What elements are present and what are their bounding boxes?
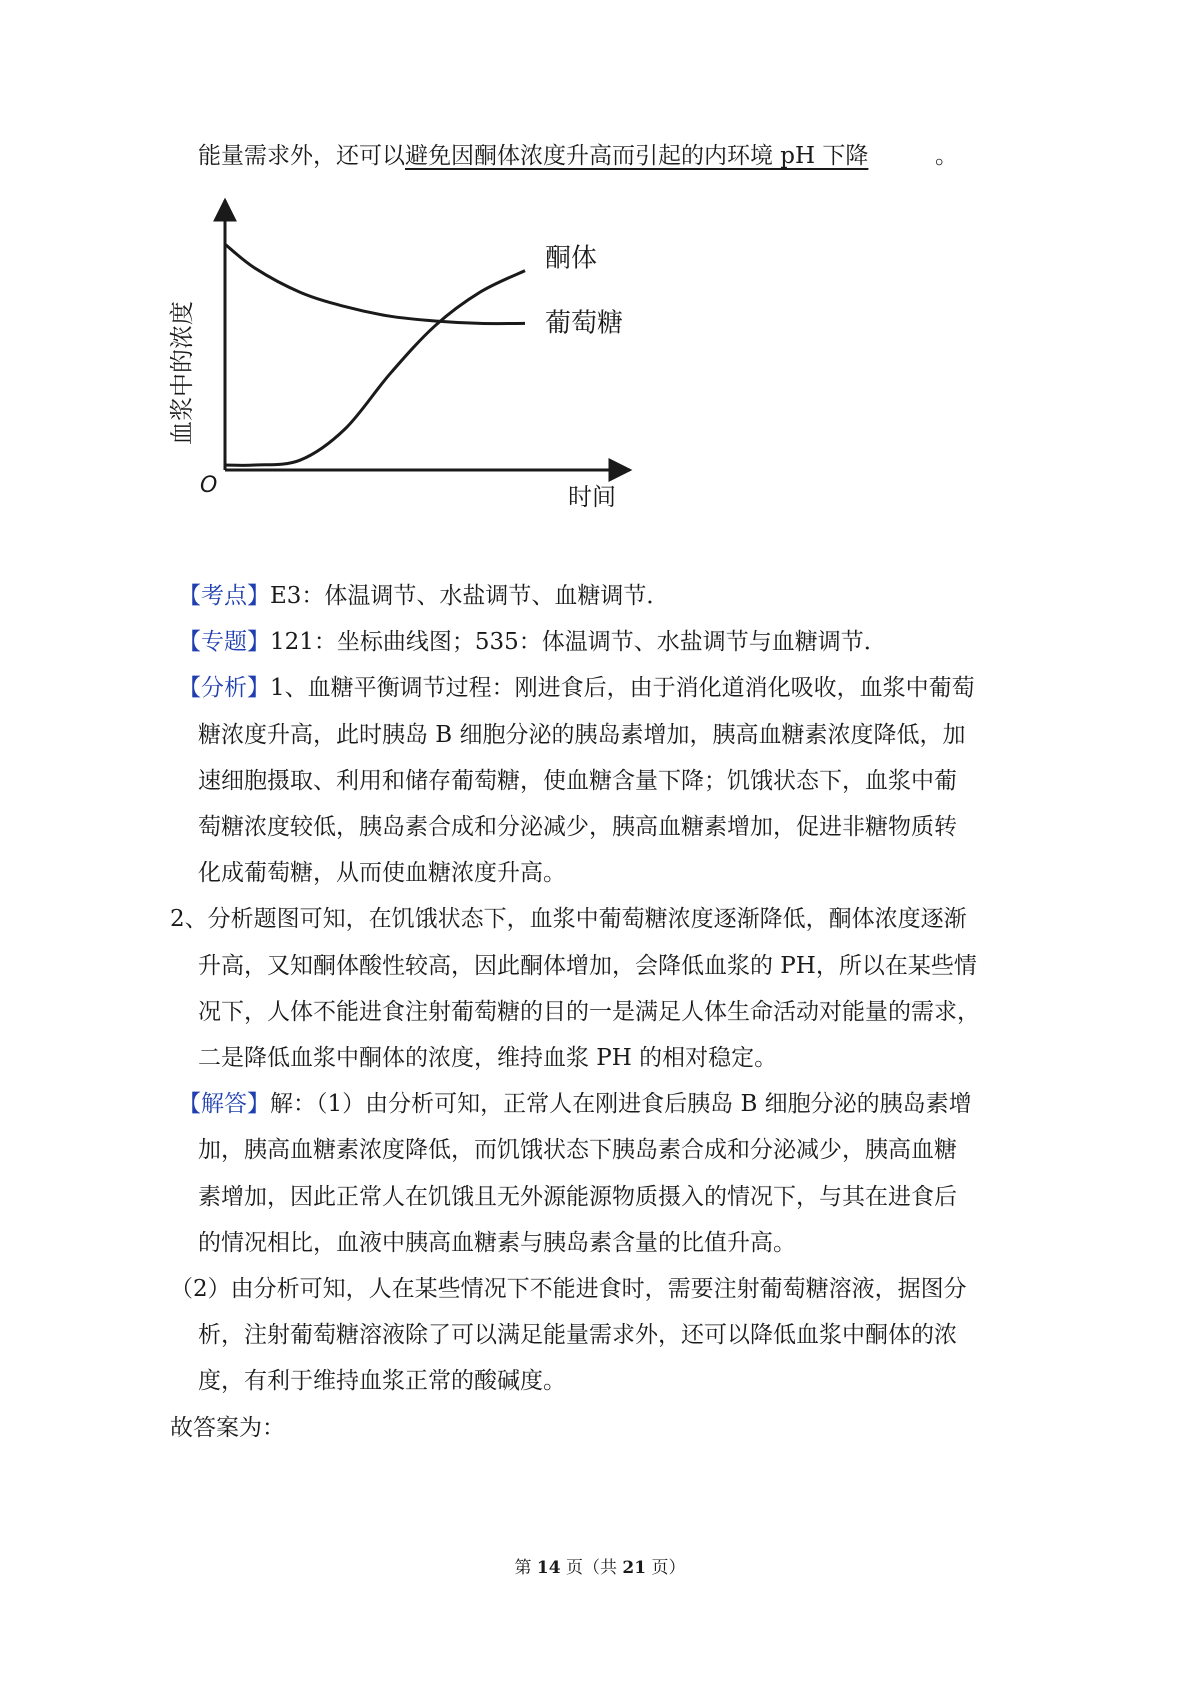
line-text: 析，注射葡萄糖溶液除了可以满足能量需求外，还可以降低血浆中酮体的浓 <box>198 1322 957 1348</box>
y-axis-label: 血浆中的浓度 <box>168 301 196 445</box>
series-layer <box>225 244 623 466</box>
text-line <box>178 580 669 612</box>
series-line-1 <box>225 271 525 466</box>
page-footer <box>0 1556 1200 1580</box>
answer-suffix: 。 <box>935 143 958 169</box>
section-tag: 【专题】 <box>178 629 270 655</box>
line-text: 121：坐标曲线图；535：体温调节、水盐调节与血糖调节． <box>270 629 887 655</box>
answer-prefix: 能量需求外，还可以 <box>198 143 405 169</box>
text-line <box>198 1319 957 1351</box>
line-text: 解：（1）由分析可知，正常人在刚进食后胰岛 B 细胞分泌的胰岛素增 <box>270 1091 972 1117</box>
section-tag: 【分析】 <box>178 675 270 701</box>
text-line <box>178 672 975 704</box>
current-page: 14 <box>536 1558 561 1578</box>
answer-line <box>198 140 958 172</box>
text-line <box>170 1273 967 1305</box>
series-label-1: 酮体 <box>545 243 598 274</box>
line-text: 速细胞摄取、利用和储存葡萄糖，使血糖含量下降；饥饿状态下，血浆中葡 <box>198 768 957 794</box>
line-text: 1、血糖平衡调节过程：刚进食后，由于消化道消化吸收，血浆中葡萄 <box>270 675 975 701</box>
line-text: 的情况相比，血液中胰高血糖素与胰岛素含量的比值升高。 <box>198 1230 796 1256</box>
line-text: E3：体温调节、水盐调节、血糖调节． <box>270 583 670 609</box>
answer-blank: 避免因酮体浓度升高而引起的内环境 pH 下降 <box>405 143 869 169</box>
text-line <box>198 811 957 843</box>
x-axis-label: 时间 <box>568 483 616 511</box>
section-tag: 【考点】 <box>178 583 270 609</box>
text-line <box>198 996 980 1028</box>
footer-prefix: 第 <box>514 1558 537 1578</box>
text-line <box>178 626 887 658</box>
line-text: 素增加，因此正常人在饥饿且无外源能源物质摄入的情况下，与其在进食后 <box>198 1184 957 1210</box>
section-tag: 【解答】 <box>178 1091 270 1117</box>
line-text: 度，有利于维持血浆正常的酸碱度。 <box>198 1368 566 1394</box>
concentration-chart <box>168 195 650 525</box>
origin-label: O <box>200 473 218 498</box>
line-text: 升高，又知酮体酸性较高，因此酮体增加，会降低血浆的 PH，所以在某些情 <box>198 953 977 979</box>
text-line <box>198 1365 566 1397</box>
line-text: 故答案为： <box>170 1415 285 1441</box>
series-label-2: 葡萄糖 <box>545 308 624 339</box>
line-text: 糖浓度升高，此时胰岛 B 细胞分泌的胰岛素增加，胰高血糖素浓度降低，加 <box>198 722 966 748</box>
footer-suffix: 页） <box>646 1558 686 1578</box>
text-line <box>198 1181 957 1213</box>
text-line <box>198 1134 957 1166</box>
line-text: 二是降低血浆中酮体的浓度，维持血浆 PH 的相对稳定。 <box>198 1045 778 1071</box>
text-line <box>170 1412 285 1444</box>
text-line <box>178 1088 972 1120</box>
text-line <box>198 950 977 982</box>
series-line-2 <box>225 244 525 323</box>
line-text: 萄糖浓度较低，胰岛素合成和分泌减少，胰高血糖素增加，促进非糖物质转 <box>198 814 957 840</box>
footer-middle: 页（共 <box>560 1558 623 1578</box>
text-line <box>198 857 566 889</box>
text-line <box>198 719 966 751</box>
line-text: 加，胰高血糖素浓度降低，而饥饿状态下胰岛素合成和分泌减少，胰高血糖 <box>198 1137 957 1163</box>
line-text: 化成葡萄糖，从而使血糖浓度升高。 <box>198 860 566 886</box>
text-line <box>198 765 957 797</box>
text-line <box>170 903 967 935</box>
total-pages: 21 <box>622 1558 647 1578</box>
line-text: （2）由分析可知，人在某些情况下不能进食时，需要注射葡萄糖溶液，据图分 <box>170 1276 967 1302</box>
text-line <box>198 1042 777 1074</box>
line-text: 2、分析题图可知，在饥饿状态下，血浆中葡萄糖浓度逐渐降低，酮体浓度逐渐 <box>170 906 967 932</box>
text-line <box>198 1227 796 1259</box>
line-text: 况下，人体不能进食注射葡萄糖的目的一是满足人体生命活动对能量的需求， <box>198 999 980 1025</box>
